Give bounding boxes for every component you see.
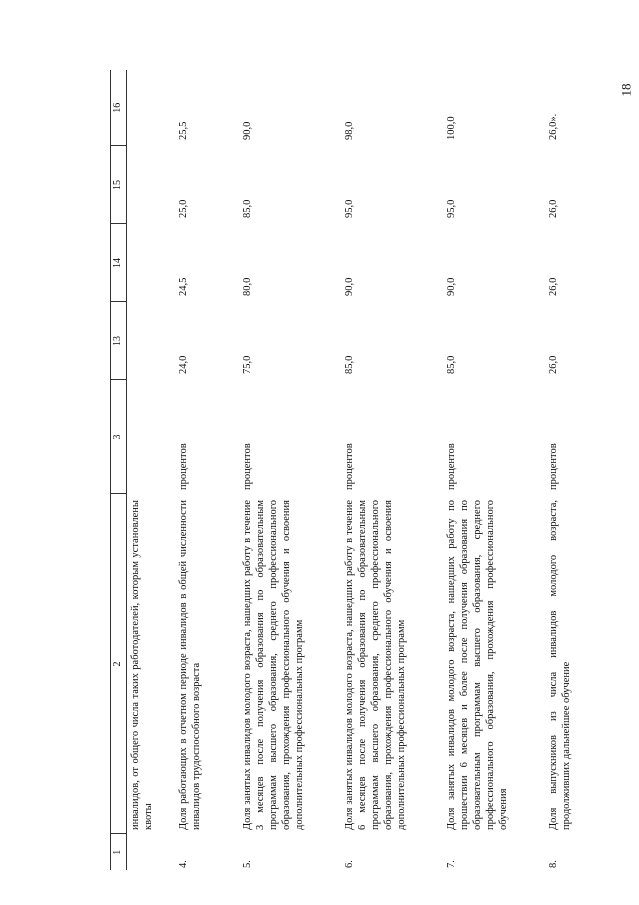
header-cell: 13 <box>111 302 127 380</box>
column-number-row <box>111 70 127 870</box>
value-cell: 95,0 <box>445 199 457 218</box>
value-cell: 95,0 <box>343 199 355 218</box>
value-cell <box>126 146 175 224</box>
value-cell <box>126 302 175 380</box>
unit-cell: процентов <box>547 443 559 490</box>
indicator-description: Доля занятых инвалидов молодого возраста, нашедших работу по прошествии 6 месяцев и более после получения образования по образовательным программам высшего образования, среднего профессионального образования, прохождения профессионального обучения <box>445 500 509 830</box>
value-cell: 85,0 <box>241 199 253 218</box>
table-row <box>341 70 443 870</box>
value-cell: 85,0 <box>343 355 355 374</box>
value-cell: 26,0 <box>547 355 559 374</box>
value-cell: 98,0 <box>343 121 355 140</box>
header-cell: 14 <box>111 224 127 302</box>
page-number: 18 <box>618 83 634 97</box>
value-cell: 100,0 <box>445 116 457 140</box>
value-cell <box>126 70 175 146</box>
value-cell: 25,0 <box>177 199 189 218</box>
value-cell: 75,0 <box>241 355 253 374</box>
row-number: 8. <box>547 860 559 868</box>
value-cell: 26,0 <box>547 277 559 296</box>
row-number: 7. <box>445 860 457 868</box>
indicator-description: Доля выпускников из числа инвалидов молодого возраста, продолживших дальнейшее обучение <box>547 500 572 830</box>
header-cell: 1 <box>111 834 127 870</box>
value-cell: 26,0». <box>547 113 559 140</box>
header-cell: 15 <box>111 146 127 224</box>
row-number <box>126 834 175 870</box>
unit-cell <box>126 380 175 494</box>
table-row <box>239 70 341 870</box>
value-cell: 24,5 <box>177 277 189 296</box>
unit-cell: процентов <box>241 443 253 490</box>
value-cell: 90,0 <box>241 121 253 140</box>
indicator-description: Доля работающих в отчетном периоде инвалидов в общей численности инвалидов трудоспособного возраста <box>177 500 202 830</box>
indicator-description: Доля занятых инвалидов молодого возраста, нашедших работу в течение 6 месяцев после получения образования по образовательным программам высшего образования, среднего профессионального образования, прохождения профессионального обучения и освоения дополнительных профессиональных программ <box>343 500 407 830</box>
rotated-table-stage <box>110 70 630 870</box>
table-row <box>443 70 545 870</box>
indicator-description: инвалидов, от общего числа таких работодателей, которым установлены квоты <box>129 500 154 830</box>
value-cell: 90,0 <box>445 277 457 296</box>
value-cell: 80,0 <box>241 277 253 296</box>
unit-cell: процентов <box>343 443 355 490</box>
value-cell: 26,0 <box>547 199 559 218</box>
row-number: 4. <box>177 860 189 868</box>
unit-cell: процентов <box>445 443 457 490</box>
row-number: 5. <box>241 860 253 868</box>
header-cell: 16 <box>111 70 127 146</box>
indicator-description: Доля занятых инвалидов молодого возраста, нашедших работу в течение 3 месяцев после получения образования по образовательным программам высшего образования, среднего профессионального образования, прохождения профессионального обучения и освоения дополнительных профессиональных программ <box>241 500 305 830</box>
value-cell: 25,5 <box>177 121 189 140</box>
row-number: 6. <box>343 860 355 868</box>
header-cell: 2 <box>111 494 127 834</box>
value-cell: 24,0 <box>177 355 189 374</box>
indicators-table <box>110 70 591 870</box>
value-cell <box>126 224 175 302</box>
unit-cell: процентов <box>177 443 189 490</box>
table-row <box>545 70 591 870</box>
table-row <box>175 70 239 870</box>
header-cell: 3 <box>111 380 127 494</box>
value-cell: 90,0 <box>343 277 355 296</box>
table-row <box>126 70 175 870</box>
value-cell: 85,0 <box>445 355 457 374</box>
